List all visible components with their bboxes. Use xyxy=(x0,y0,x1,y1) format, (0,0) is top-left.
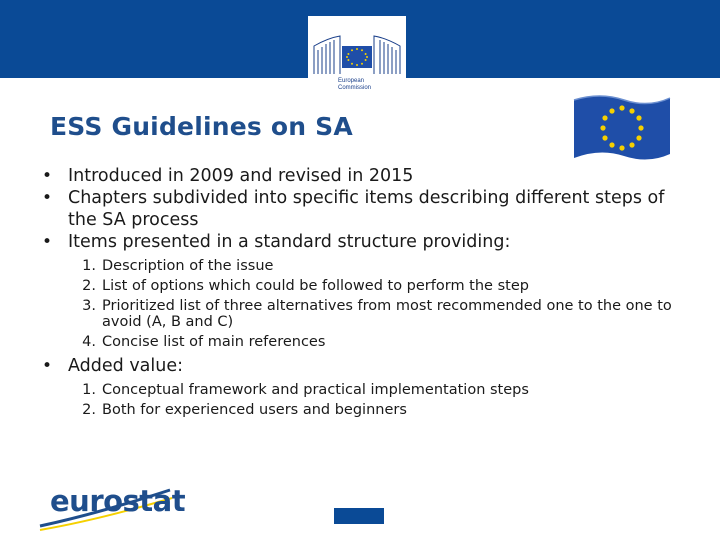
logo-caption xyxy=(338,78,371,92)
list-item xyxy=(68,298,688,330)
list-item xyxy=(68,278,688,294)
item-number: 1. xyxy=(82,382,96,398)
item-number: 1. xyxy=(82,258,96,274)
bullet-text: Added value: xyxy=(68,356,184,376)
footer-block xyxy=(334,508,384,524)
eurostat-logo xyxy=(36,478,186,532)
item-text: Concise list of main references xyxy=(102,334,326,350)
item-text: Conceptual framework and practical implementation steps xyxy=(102,382,529,398)
list-item xyxy=(68,334,688,350)
list-item xyxy=(68,402,688,418)
item-text: List of options which could be followed to perform the step xyxy=(102,278,529,294)
item-number: 4. xyxy=(82,334,96,350)
bullet-text: Chapters subdivided into specific items describing different steps of the SA process xyxy=(68,188,665,230)
bullet-item xyxy=(38,187,688,231)
bullet-text: Items presented in a standard structure providing: xyxy=(68,232,511,252)
logo-line-2: Commission xyxy=(338,85,372,91)
slide-title: ESS Guidelines on SA xyxy=(50,112,353,141)
item-text: Description of the issue xyxy=(102,258,274,274)
numbered-list xyxy=(68,258,688,350)
bullet-item xyxy=(38,231,688,350)
numbered-list xyxy=(68,382,688,418)
bullet-item xyxy=(38,355,688,418)
slide-body xyxy=(38,165,688,423)
item-text: Prioritized list of three alternatives from most recommended one to the one to avoid (A, B and C) xyxy=(102,298,672,330)
eu-flag-icon xyxy=(570,92,674,164)
bullet-list xyxy=(38,165,688,418)
list-item xyxy=(68,382,688,398)
european-commission-logo xyxy=(308,16,406,102)
eurostat-wordmark: eurostat xyxy=(50,484,186,518)
list-item xyxy=(68,258,688,274)
item-number: 3. xyxy=(82,298,96,314)
item-number: 2. xyxy=(82,402,96,418)
item-text: Both for experienced users and beginners xyxy=(102,402,407,418)
item-number: 2. xyxy=(82,278,96,294)
bullet-item xyxy=(38,165,688,187)
logo-line-1: European xyxy=(338,78,365,84)
bullet-text: Introduced in 2009 and revised in 2015 xyxy=(68,166,414,186)
